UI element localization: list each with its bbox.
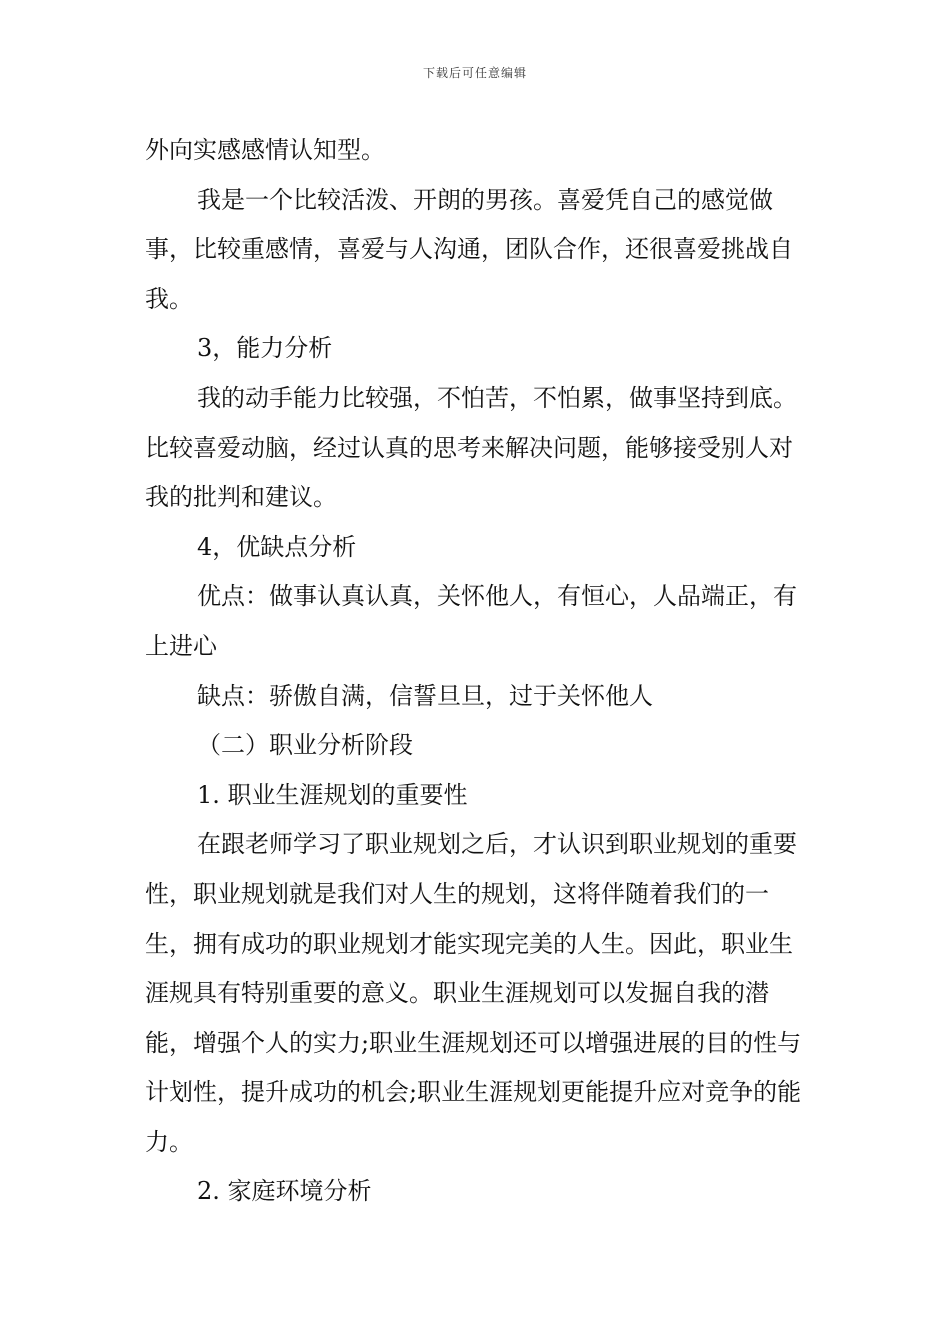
page-header: 下载后可任意编辑 — [422, 66, 527, 80]
heading-strengths-weaknesses: 4，优缺点分析 — [197, 532, 357, 561]
document-body — [145, 126, 815, 1217]
heading-career-importance: 1. 职业生涯规划的重要性 — [197, 780, 468, 809]
paragraph-self-description: 我是一个比较活泼、开朗的男孩。喜爱凭自己的感觉做事，比较重感情，喜爱与人沟通，团队合作，还很喜爱挑战自我。 — [145, 185, 793, 313]
heading-ability-analysis: 3，能力分析 — [197, 334, 333, 363]
paragraph-ability: 我的动手能力比较强，不怕苦，不怕累，做事坚持到底。比较喜爱动脑，经过认真的思考来解决问题，能够接受别人对我的批判和建议。 — [145, 383, 797, 512]
heading-career-analysis: （二）职业分析阶段 — [197, 731, 413, 760]
paragraph-personality-type: 外向实感感情认知型。 — [145, 136, 385, 164]
heading-family-environment: 2. 家庭环境分析 — [197, 1177, 372, 1206]
paragraph-weaknesses: 缺点：骄傲自满，信誓旦旦，过于关怀他人 — [197, 681, 653, 710]
paragraph-career-importance: 在跟老师学习了职业规划之后，才认识到职业规划的重要性，职业规划就是我们对人生的规划，这将伴随着我们的一生，拥有成功的职业规划才能实现完美的人生。因此，职业生涯规具有特别重要的意义。职业生涯规划可以发掘自我的潜能，增强个人的实力;职业生涯规划还可以增强进展的目的性与计划性，提升成功的机会;职业生涯规划更能提升应对竞争的能力。 — [145, 830, 802, 1156]
paragraph-strengths: 优点：做事认真认真，关怀他人，有恒心，人品端正，有上进心 — [145, 582, 797, 660]
